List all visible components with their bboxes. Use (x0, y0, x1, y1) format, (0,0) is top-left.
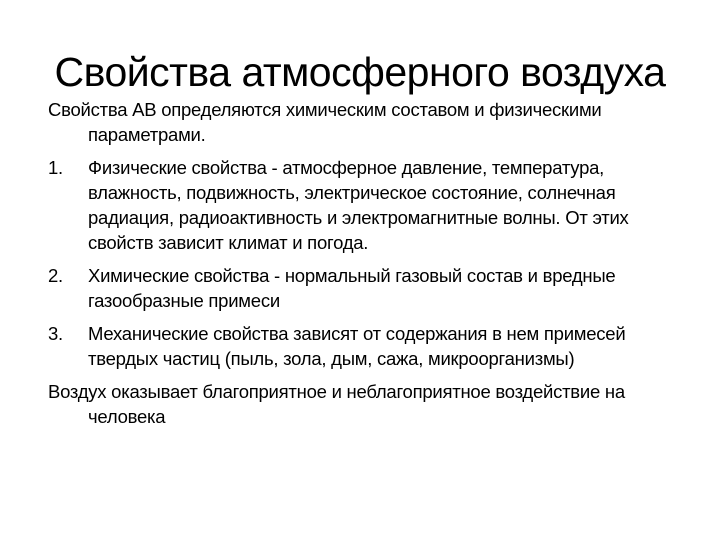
slide-body (48, 97, 698, 437)
conclusion-paragraph: Воздух оказывает благоприятное и неблагоприятное воздействие на человека (48, 381, 625, 427)
list-item-number: 2. (48, 265, 63, 286)
slide-title: Свойства атмосферного воздуха (54, 49, 666, 95)
list-item-number: 1. (48, 157, 63, 178)
list-item-number: 3. (48, 323, 63, 344)
list-item-text: Химические свойства - нормальный газовый состав и вредные газообразные примеси (88, 265, 616, 311)
list-item (48, 321, 698, 371)
list-item-text: Механические свойства зависят от содержания в нем примесей твердых частиц (пыль, зола, дым, сажа, микроорганизмы) (88, 323, 626, 369)
intro-paragraph: Свойства АВ определяются химическим составом и физическими параметрами. (48, 99, 602, 145)
list-item (48, 155, 698, 255)
list-item (48, 263, 698, 313)
list-item-text: Физические свойства - атмосферное давление, температура, влажность, подвижность, электрическое состояние, солнечная радиация, радиоактивность и электромагнитные волны. От этих свойств зависит климат и погода. (88, 157, 629, 253)
